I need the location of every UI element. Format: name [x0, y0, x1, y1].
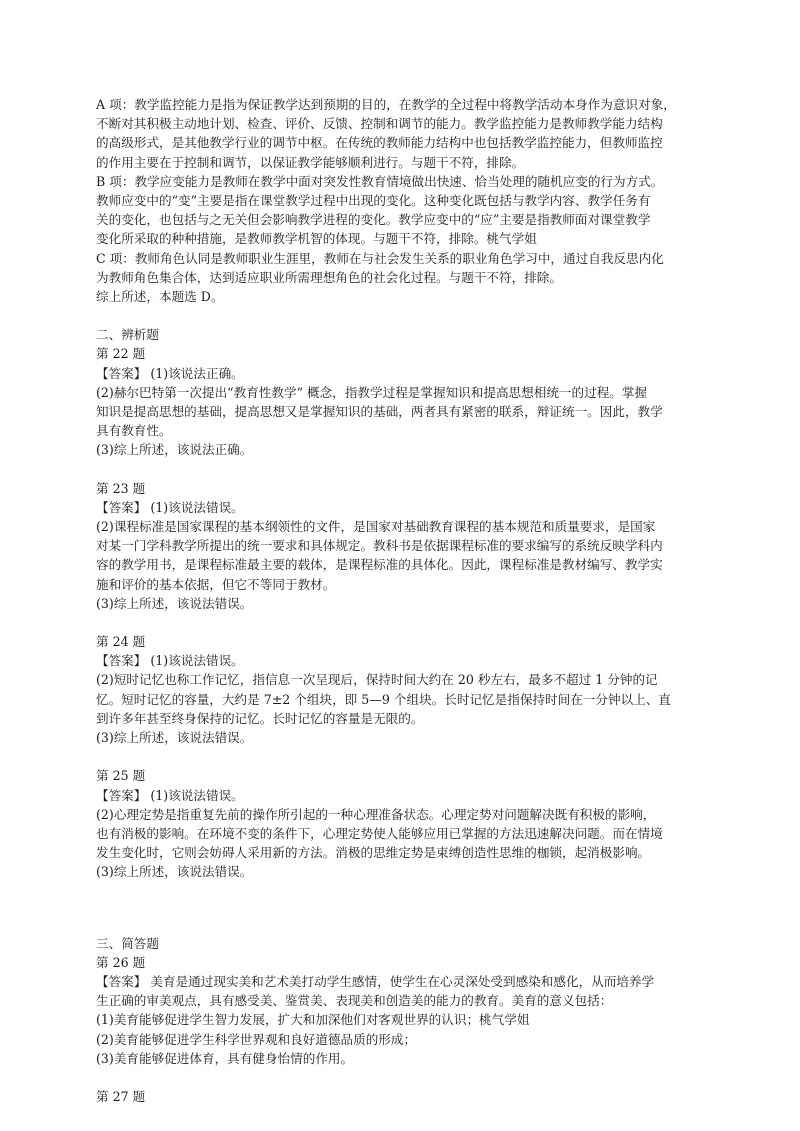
text-line: 的高级形式，是其他教学行业的调节中枢。在传统的教师能力结构中也包括教学监控能力，但教师监控 — [96, 135, 663, 151]
answer-line: 【答案】 (1)该说法错误。 — [96, 499, 244, 515]
answer-line: 到许多年甚至终身保持的记忆。长时记忆的容量是无限的。 — [96, 710, 424, 726]
answer-line: 忆。短时记忆的容量，大约是 7±2 个组块，即 5—9 个组块。长时记忆是指保持时间在一分钟以上、直 — [96, 691, 671, 707]
answer-line: 生正确的审美观点，具有感受美、鉴赏美、表现美和创造美的能力的教育。美育的意义包括： — [96, 993, 613, 1009]
answer-line: 具有教育性。 — [96, 423, 172, 439]
answer-line: (3)综上所述，该说法错误。 — [96, 730, 253, 746]
answer-line: (2)美育能够促进学生科学世界观和良好道德品质的形成； — [96, 1031, 417, 1047]
text-line: C 项：教师角色认同是教师职业生涯里，教师在与社会发生关系的职业角色学习中，通过自我反思内化 — [96, 250, 664, 266]
text-line: A 项：教学监控能力是指为保证教学达到预期的目的，在教学的全过程中将教学活动本身作为意识对象， — [96, 97, 676, 112]
answer-line: 知识是提高思想的基础，提高思想又是掌握知识的基础，两者具有紧密的联系，辩证统一。因此，教学 — [96, 404, 663, 420]
section-heading: 三、简答题 — [96, 935, 159, 951]
answer-line: 【答案】 (1)该说法正确。 — [96, 365, 244, 381]
section-a-explanation — [96, 95, 706, 306]
answer-line: (2)短时记忆也称工作记忆，指信息一次呈现后，保持时间大约在 20 秒左右，最多不超过 1 分钟的记 — [96, 672, 658, 688]
text-line: 教师应变中的“变”主要是指在课堂教学过程中出现的变化。这种变化既包括与教学内容、教学任务有 — [96, 193, 651, 209]
text-line: 为教师角色集合体，达到适应职业所需理想角色的社会化过程。与题干不符，排除。 — [96, 269, 562, 285]
question-title: 第 24 题 — [96, 634, 146, 650]
text-line: 综上所述，本题选 D。 — [96, 289, 224, 305]
answer-line: 【答案】 美育是通过现实美和艺术美打动学生感情，使学生在心灵深处受到感染和感化，从而培养学 — [96, 973, 655, 989]
answer-line: (3)综上所述，该说法错误。 — [96, 595, 253, 611]
question-title: 第 22 题 — [96, 346, 146, 362]
answer-line: (2)赫尔巴特第一次提出“教育性教学” 概念，指教学过程是掌握知识和提高思想相统一的过程。掌握 — [96, 384, 648, 400]
question-title: 第 26 题 — [96, 954, 146, 970]
section-two — [96, 325, 706, 881]
answer-line: (1)美育能够促进学生智力发展，扩大和加深他们对客观世界的认识；桃气学姐 — [96, 1012, 530, 1028]
answer-line: (3)综上所述，该说法正确。 — [96, 442, 253, 458]
text-line: 的作用主要在于控制和调节，以保证教学能够顺利进行。与题干不符，排除。 — [96, 154, 525, 170]
answer-line: 发生变化时，它则会妨碍人采用新的方法。消极的思维定势是束缚创造性思维的枷锁，起消极影响。 — [96, 845, 651, 861]
answer-line: (2)心理定势是指重复先前的操作所引起的一种心理准备状态。心理定势对问题解决既有积极的影响， — [96, 806, 656, 822]
answer-line: 【答案】 (1)该说法错误。 — [96, 653, 244, 669]
section-three — [96, 934, 706, 1107]
text-line: 不断对其积极主动地计划、检查、评价、反馈、控制和调节的能力。教学监控能力是教师教学能力结构 — [96, 116, 663, 132]
question-title: 第 25 题 — [96, 768, 146, 784]
answer-line: (3)美育能够促进体育，具有健身怡情的作用。 — [96, 1050, 354, 1066]
answer-line: 【答案】 (1)该说法错误。 — [96, 787, 244, 803]
answer-line: 也有消极的影响。在环境不变的条件下，心理定势使人能够应用已掌握的方法迅速解决问题。而在情境 — [96, 825, 663, 841]
answer-line: 施和评价的基本依据，但它不等同于教材。 — [96, 576, 336, 592]
answer-line: 对某一门学科教学所提出的统一要求和具体规定。教科书是依据课程标准的要求编写的系统反映学科内 — [96, 538, 663, 554]
text-line: B 项：教学应变能力是教师在教学中面对突发性教育情境做出快速、恰当处理的随机应变的行为方式。 — [96, 173, 664, 189]
document-page — [96, 95, 706, 1106]
text-line: 变化所采取的种种措施，是教师教学机智的体现。与题干不符，排除。桃气学姐 — [96, 231, 537, 247]
question-title: 第 27 题 — [96, 1088, 146, 1104]
text-line: 关的变化，也包括与之无关但会影响教学进程的变化。教学应变中的“应”主要是指教师面对课堂教学 — [96, 212, 651, 228]
answer-line: (2)课程标准是国家课程的基本纲领性的文件，是国家对基础教育课程的基本规范和质量要求，是国家 — [96, 519, 656, 535]
answer-line: 容的教学用书，是课程标准最主要的载体，是课程标准的具体化。因此，课程标准是教材编写、教学实 — [96, 557, 663, 573]
answer-line: (3)综上所述，该说法错误。 — [96, 864, 253, 880]
question-title: 第 23 题 — [96, 480, 146, 496]
section-heading: 二、辨析题 — [96, 327, 159, 343]
